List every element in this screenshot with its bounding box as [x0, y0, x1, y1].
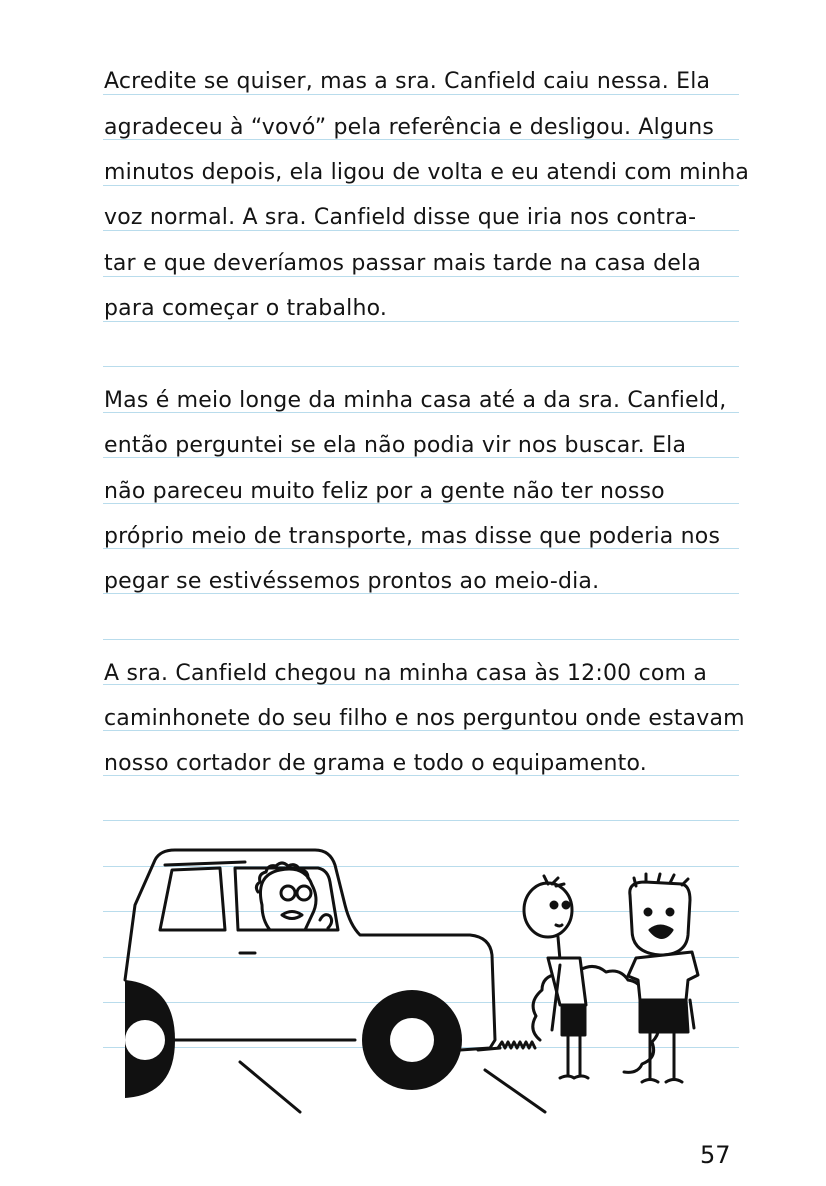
text-line: não pareceu muito feliz por a gente não ter nosso [104, 479, 665, 504]
text-line: nosso cortador de grama e todo o equipamento. [104, 751, 647, 776]
text-line: Acredite se quiser, mas a sra. Canfield caiu nessa. Ela [104, 69, 711, 94]
driver-mouth [282, 912, 302, 919]
driver-glasses-right [297, 886, 311, 900]
text-line: pegar se estivéssemos prontos ao meio-dia. [104, 569, 600, 594]
grass [498, 1042, 535, 1048]
boy-rowley [628, 874, 698, 1082]
text-line: para começar o trabalho. [104, 296, 388, 321]
text-line: A sra. Canfield chegou na minha casa às 12:00 com a [104, 661, 708, 686]
text-line: minutos depois, ela ligou de volta e eu atendi com minha [104, 160, 750, 185]
truck-roof-line [165, 862, 245, 865]
text-line: agradeceu à “vovó” pela referência e desligou. Alguns [104, 115, 715, 140]
text-line: tar e que deveríamos passar mais tarde na casa dela [104, 251, 702, 276]
text-line: então perguntei se ela não podia vir nos buscar. Ela [104, 433, 687, 458]
page-number: 57 [700, 1141, 731, 1169]
driver-hand [320, 915, 332, 928]
text-line: voz normal. A sra. Canfield disse que iria nos contra- [104, 205, 697, 230]
driver-glasses-left [281, 886, 295, 900]
road-line-right [485, 1070, 545, 1112]
truck-side-window [160, 868, 225, 930]
text-line: caminhonete do seu filho e nos perguntou onde estavam [104, 706, 745, 731]
text-line: próprio meio de transporte, mas disse que poderia nos [104, 524, 721, 549]
text-line: Mas é meio longe da minha casa até a da sra. Canfield, [104, 388, 727, 413]
road-line-left [240, 1062, 300, 1112]
